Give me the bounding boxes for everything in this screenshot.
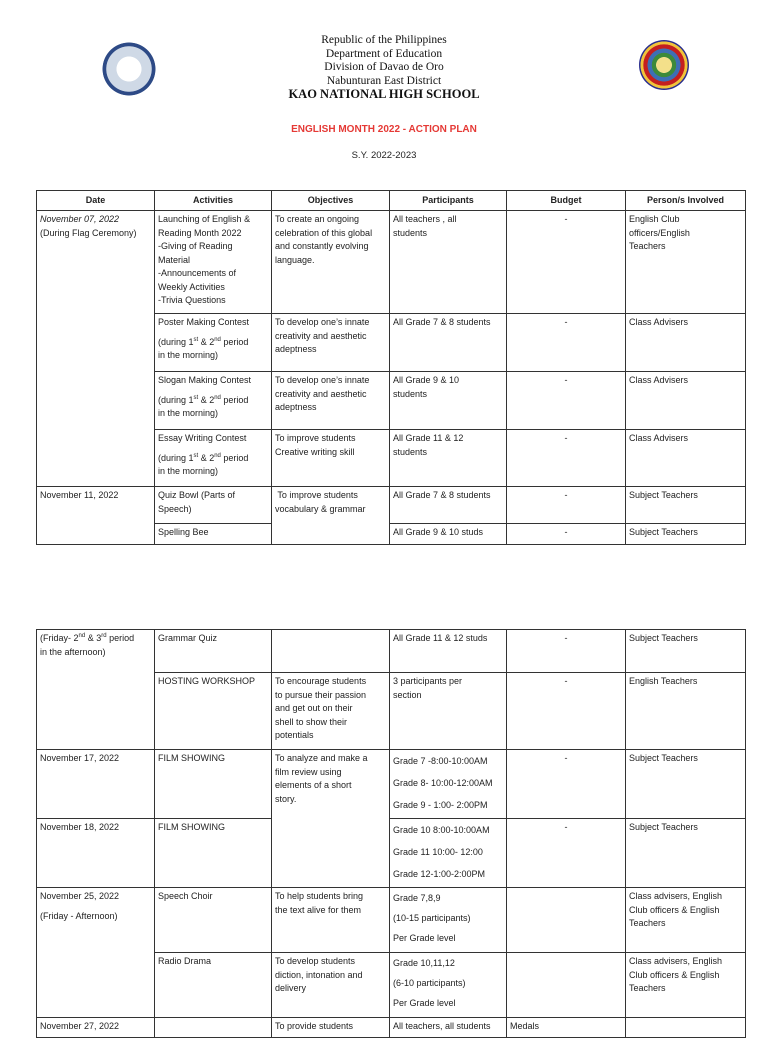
budget-cell: - bbox=[507, 673, 626, 750]
participants-cell: All Grade 7 & 8 students bbox=[390, 487, 507, 524]
objective-cell bbox=[272, 888, 390, 953]
activity-line: Quiz Bowl (Parts of bbox=[158, 490, 236, 500]
objective-line: elements of a short bbox=[275, 780, 352, 790]
activity-line: Launching of English & bbox=[158, 214, 251, 224]
date-note-2: in the afternoon) bbox=[40, 646, 106, 657]
budget-cell: Medals bbox=[507, 1018, 626, 1038]
participants-line: All Grade 9 & 10 bbox=[393, 375, 460, 385]
activity-cell: Spelling Bee bbox=[155, 524, 272, 545]
persons-cell bbox=[626, 1018, 746, 1038]
activity-cell: FILM SHOWING bbox=[155, 750, 272, 819]
objective-cell: To provide students bbox=[272, 1018, 390, 1038]
participants-line: All teachers , all bbox=[393, 214, 457, 224]
objective-cell bbox=[272, 630, 390, 673]
activity-line: Material bbox=[158, 254, 191, 265]
table-row bbox=[37, 888, 746, 953]
persons-cell: English Teachers bbox=[626, 673, 746, 750]
header-line-republic: Republic of the Philippines bbox=[321, 34, 447, 46]
objective-cell bbox=[272, 750, 390, 888]
persons-cell: Subject Teachers bbox=[626, 487, 746, 524]
objective-cell bbox=[272, 372, 390, 430]
objective-line: the text alive for them bbox=[275, 904, 362, 915]
table-row bbox=[37, 1018, 746, 1038]
activity-schedule-note: (during 1st & 2nd period bbox=[158, 336, 249, 347]
activity-cell bbox=[155, 430, 272, 487]
action-plan-table-part1 bbox=[36, 190, 746, 545]
participants-line: Per Grade level bbox=[393, 933, 456, 943]
date-text: November 07, 2022 bbox=[40, 214, 120, 224]
budget-cell: - bbox=[507, 819, 626, 888]
schedule-line: Grade 7 -8:00-10:00AM bbox=[393, 756, 488, 766]
objective-line: To develop one’s innate bbox=[275, 375, 370, 385]
date-cell bbox=[37, 888, 155, 1018]
schedule-line: Grade 8- 10:00-12:00AM bbox=[393, 778, 493, 788]
participants-cell: All Grade 9 & 10 studs bbox=[390, 524, 507, 545]
objective-line: Creative writing skill bbox=[275, 446, 355, 457]
persons-line: Class advisers, English bbox=[629, 891, 723, 901]
table-header-row bbox=[37, 191, 746, 211]
objective-cell bbox=[272, 314, 390, 372]
document-title: ENGLISH MONTH 2022 - ACTION PLAN bbox=[291, 124, 477, 135]
objective-line: adeptness bbox=[275, 344, 317, 354]
activity-cell bbox=[155, 487, 272, 524]
participants-line: Grade 7,8,9 bbox=[393, 893, 441, 903]
activity-name: Poster Making Contest bbox=[158, 317, 250, 327]
activity-cell: HOSTING WORKSHOP bbox=[155, 673, 272, 750]
activity-line: Speech) bbox=[158, 503, 192, 514]
participants-line: students bbox=[393, 388, 428, 399]
participants-cell: All Grade 7 & 8 students bbox=[390, 314, 507, 372]
participants-line: (10-15 participants) bbox=[393, 913, 471, 923]
persons-cell: Subject Teachers bbox=[626, 524, 746, 545]
persons-line: Teachers bbox=[629, 983, 666, 993]
participants-cell bbox=[390, 888, 507, 953]
activity-schedule-note-2: in the morning) bbox=[158, 350, 219, 360]
activity-cell bbox=[155, 372, 272, 430]
persons-line: Class advisers, English bbox=[629, 956, 723, 966]
persons-cell: Class Advisers bbox=[626, 314, 746, 372]
objective-line: To create an ongoing bbox=[275, 214, 360, 224]
activity-line: Reading Month 2022 bbox=[158, 227, 242, 238]
persons-cell bbox=[626, 953, 746, 1018]
school-name: KAO NATIONAL HIGH SCHOOL bbox=[288, 87, 480, 101]
column-header-objectives: Objectives bbox=[272, 191, 390, 211]
participants-cell bbox=[390, 211, 507, 314]
budget-cell: - bbox=[507, 211, 626, 314]
objective-line: To develop students bbox=[275, 956, 356, 966]
date-cell: November 17, 2022 bbox=[37, 750, 155, 819]
column-header-participants: Participants bbox=[390, 191, 507, 211]
document-header bbox=[0, 34, 768, 102]
schedule-line: Grade 9 - 1:00- 2:00PM bbox=[393, 800, 488, 810]
objective-line: creativity and aesthetic bbox=[275, 330, 367, 341]
participants-cell: All Grade 11 & 12 studs bbox=[390, 630, 507, 673]
activity-name: Slogan Making Contest bbox=[158, 375, 252, 385]
activity-cell bbox=[155, 211, 272, 314]
header-line-department: Department of Education bbox=[325, 47, 443, 60]
header-line-district: Nabunturan East District bbox=[326, 74, 442, 87]
activity-schedule-note: (during 1st & 2nd period bbox=[158, 394, 249, 405]
objective-line: delivery bbox=[275, 983, 307, 993]
date-note: (During Flag Ceremony) bbox=[40, 227, 137, 238]
table-row bbox=[37, 750, 746, 819]
objective-line: To improve students bbox=[275, 490, 358, 500]
objective-line: and get out on their bbox=[275, 703, 353, 713]
participants-cell: All teachers, all students bbox=[390, 1018, 507, 1038]
persons-line: Teachers bbox=[629, 918, 666, 928]
activity-name: Essay Writing Contest bbox=[158, 433, 247, 443]
participants-line: Grade 10,11,12 bbox=[393, 958, 455, 968]
objective-cell bbox=[272, 211, 390, 314]
persons-line: Teachers bbox=[629, 241, 666, 251]
participants-line: 3 participants per bbox=[393, 676, 463, 686]
objective-line: potentials bbox=[275, 730, 314, 740]
objective-line: celebration of this global bbox=[275, 227, 373, 238]
budget-cell: - bbox=[507, 314, 626, 372]
participants-cell bbox=[390, 372, 507, 430]
participants-line: students bbox=[393, 227, 428, 238]
column-header-date: Date bbox=[37, 191, 155, 211]
activity-cell bbox=[155, 1018, 272, 1038]
budget-cell: - bbox=[507, 524, 626, 545]
schedule-line: Grade 10 8:00-10:00AM bbox=[393, 825, 490, 835]
budget-cell bbox=[507, 953, 626, 1018]
activity-cell bbox=[155, 314, 272, 372]
objective-line: To develop one’s innate bbox=[275, 317, 370, 327]
date-text: November 25, 2022 bbox=[40, 891, 120, 901]
activity-cell: FILM SHOWING bbox=[155, 819, 272, 888]
persons-cell: Subject Teachers bbox=[626, 750, 746, 819]
participants-line: (6-10 participants) bbox=[393, 978, 466, 988]
persons-cell: Subject Teachers bbox=[626, 819, 746, 888]
activity-line: Weekly Activities bbox=[158, 281, 225, 292]
objective-cell bbox=[272, 487, 390, 545]
table-row bbox=[37, 487, 746, 524]
objective-line: To help students bring bbox=[275, 891, 364, 901]
date-cell bbox=[37, 211, 155, 487]
objective-line: creativity and aesthetic bbox=[275, 388, 367, 399]
persons-cell: Class Advisers bbox=[626, 430, 746, 487]
participants-cell bbox=[390, 819, 507, 888]
date-cell: November 27, 2022 bbox=[37, 1018, 155, 1038]
budget-cell: - bbox=[507, 372, 626, 430]
participants-line: students bbox=[393, 446, 428, 457]
persons-cell: Subject Teachers bbox=[626, 630, 746, 673]
objective-line: language. bbox=[275, 254, 315, 265]
objective-cell bbox=[272, 430, 390, 487]
objective-line: To analyze and make a bbox=[275, 753, 368, 763]
activity-cell: Speech Choir bbox=[155, 888, 272, 953]
schedule-line: Grade 11 10:00- 12:00 bbox=[393, 847, 483, 857]
persons-line: English Club bbox=[629, 214, 680, 224]
budget-cell: - bbox=[507, 630, 626, 673]
table-row bbox=[37, 630, 746, 673]
objective-line: shell to show their bbox=[275, 716, 348, 727]
column-header-persons: Person/s Involved bbox=[626, 191, 746, 211]
participants-cell bbox=[390, 430, 507, 487]
schedule-line: Grade 12-1:00-2:00PM bbox=[393, 869, 486, 879]
date-note: (Friday- 2nd & 3rd period bbox=[40, 633, 135, 643]
persons-line: officers/English bbox=[629, 227, 690, 238]
objective-cell bbox=[272, 673, 390, 750]
objective-line: story. bbox=[275, 793, 297, 804]
persons-line: Club officers & English bbox=[629, 904, 720, 915]
date-cell: November 11, 2022 bbox=[37, 487, 155, 545]
persons-line: Club officers & English bbox=[629, 969, 720, 980]
objective-line: and constantly evolving bbox=[275, 241, 369, 251]
budget-cell: - bbox=[507, 430, 626, 487]
date-cell: November 18, 2022 bbox=[37, 819, 155, 888]
header-line-division: Division of Davao de Oro bbox=[324, 61, 444, 73]
activity-line: -Announcements of bbox=[158, 268, 237, 278]
objective-line: diction, intonation and bbox=[275, 969, 363, 980]
column-header-activities: Activities bbox=[155, 191, 272, 211]
activity-cell: Grammar Quiz bbox=[155, 630, 272, 673]
budget-cell: - bbox=[507, 487, 626, 524]
participants-line: All Grade 11 & 12 bbox=[393, 433, 464, 443]
objective-line: To improve students bbox=[275, 433, 356, 443]
activity-line: -Giving of Reading bbox=[158, 241, 233, 251]
persons-cell: Class Advisers bbox=[626, 372, 746, 430]
activity-schedule-note-2: in the morning) bbox=[158, 408, 219, 418]
table-row bbox=[37, 819, 746, 888]
date-cell bbox=[37, 630, 155, 750]
objective-line: adeptness bbox=[275, 402, 317, 412]
column-header-budget: Budget bbox=[507, 191, 626, 211]
objective-line: to pursue their passion bbox=[275, 689, 367, 700]
budget-cell bbox=[507, 888, 626, 953]
date-note: (Friday - Afternoon) bbox=[40, 910, 118, 921]
activity-line: -Trivia Questions bbox=[158, 295, 226, 305]
persons-cell bbox=[626, 888, 746, 953]
participants-cell bbox=[390, 673, 507, 750]
persons-cell bbox=[626, 211, 746, 314]
action-plan-table-part2 bbox=[36, 629, 746, 1038]
objective-line: To encourage students bbox=[275, 676, 367, 686]
participants-cell bbox=[390, 953, 507, 1018]
participants-line: section bbox=[393, 689, 422, 700]
budget-cell: - bbox=[507, 750, 626, 819]
participants-cell bbox=[390, 750, 507, 819]
activity-cell: Radio Drama bbox=[155, 953, 272, 1018]
activity-schedule-note-2: in the morning) bbox=[158, 466, 219, 476]
objective-cell bbox=[272, 953, 390, 1018]
objective-line: vocabulary & grammar bbox=[275, 503, 366, 514]
school-year: S.Y. 2022-2023 bbox=[351, 150, 417, 161]
activity-schedule-note: (during 1st & 2nd period bbox=[158, 452, 249, 463]
objective-line: film review using bbox=[275, 766, 342, 777]
table-row bbox=[37, 211, 746, 314]
participants-line: Per Grade level bbox=[393, 998, 456, 1008]
